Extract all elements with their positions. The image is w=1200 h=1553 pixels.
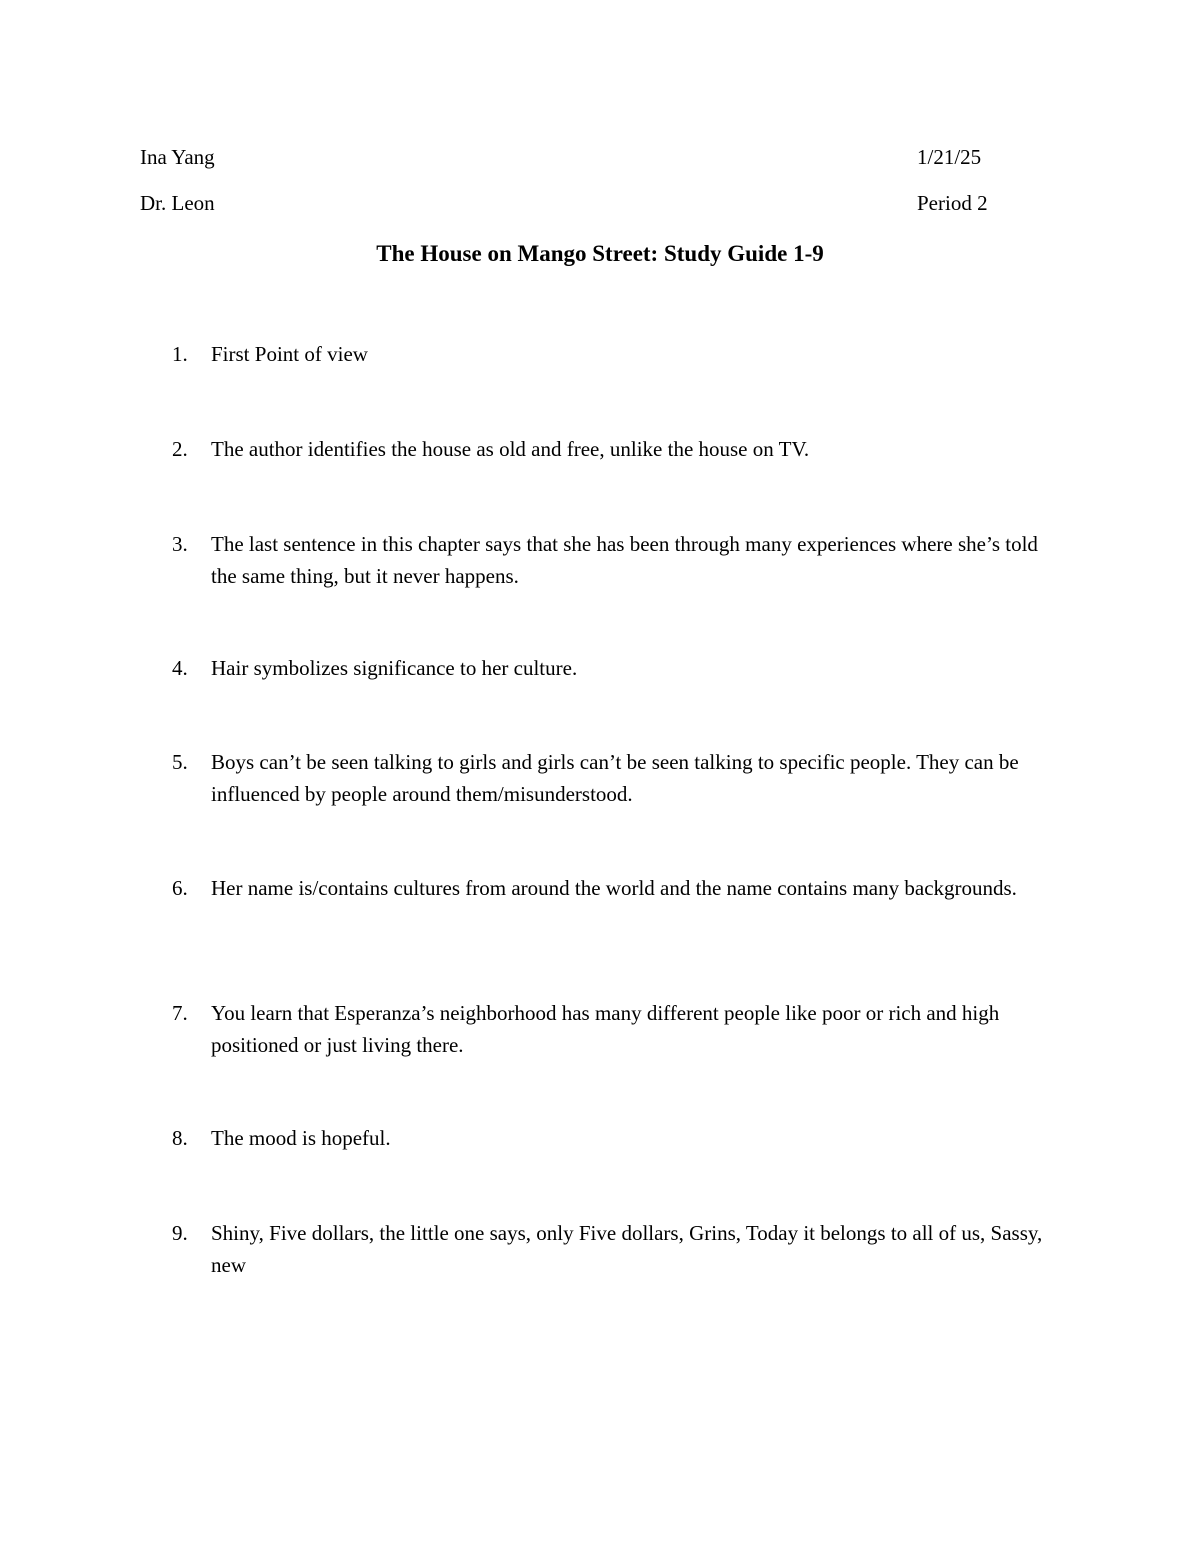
student-name: Ina Yang bbox=[140, 145, 215, 169]
answer-number: 9. bbox=[172, 1221, 188, 1245]
answer-number: 1. bbox=[172, 342, 188, 366]
answer-text: Hair symbolizes significance to her culture. bbox=[211, 656, 578, 680]
answer-number: 8. bbox=[172, 1126, 188, 1150]
answer-item bbox=[172, 652, 1072, 684]
answer-number: 2. bbox=[172, 437, 188, 461]
answer-item bbox=[172, 338, 1072, 370]
answer-number: 3. bbox=[172, 532, 188, 556]
answer-item bbox=[172, 528, 1072, 592]
answer-item bbox=[172, 746, 1072, 810]
answer-text: Shiny, Five dollars, the little one says, only Five dollars, Grins, Today it belongs to all of us, Sassy, new bbox=[211, 1221, 1043, 1277]
teacher-name: Dr. Leon bbox=[140, 191, 215, 215]
answer-item bbox=[172, 997, 1072, 1061]
document-title: The House on Mango Street: Study Guide 1-9 bbox=[376, 241, 824, 266]
answer-item bbox=[172, 1217, 1072, 1281]
answer-item bbox=[172, 872, 1072, 904]
answer-text: First Point of view bbox=[211, 342, 368, 366]
answer-text: Boys can’t be seen talking to girls and girls can’t be seen talking to specific people. They can be influenced by people around them/misunderstood. bbox=[211, 750, 1019, 806]
answer-text: The author identifies the house as old and free, unlike the house on TV. bbox=[211, 437, 810, 461]
answer-text: The mood is hopeful. bbox=[211, 1126, 391, 1150]
answer-item bbox=[172, 1122, 1072, 1154]
answer-text: You learn that Esperanza’s neighborhood has many different people like poor or rich and high positioned or just living there. bbox=[211, 1001, 1000, 1057]
class-period: Period 2 bbox=[917, 191, 988, 215]
answer-number: 7. bbox=[172, 1001, 188, 1025]
answer-text: Her name is/contains cultures from around the world and the name contains many backgrounds. bbox=[211, 876, 1017, 900]
answer-number: 5. bbox=[172, 750, 188, 774]
answer-number: 4. bbox=[172, 656, 188, 680]
answer-number: 6. bbox=[172, 876, 188, 900]
answer-text: The last sentence in this chapter says that she has been through many experiences where she’s told the same thing, but it never happens. bbox=[211, 532, 1038, 588]
answer-item bbox=[172, 433, 1072, 465]
date: 1/21/25 bbox=[917, 145, 982, 169]
